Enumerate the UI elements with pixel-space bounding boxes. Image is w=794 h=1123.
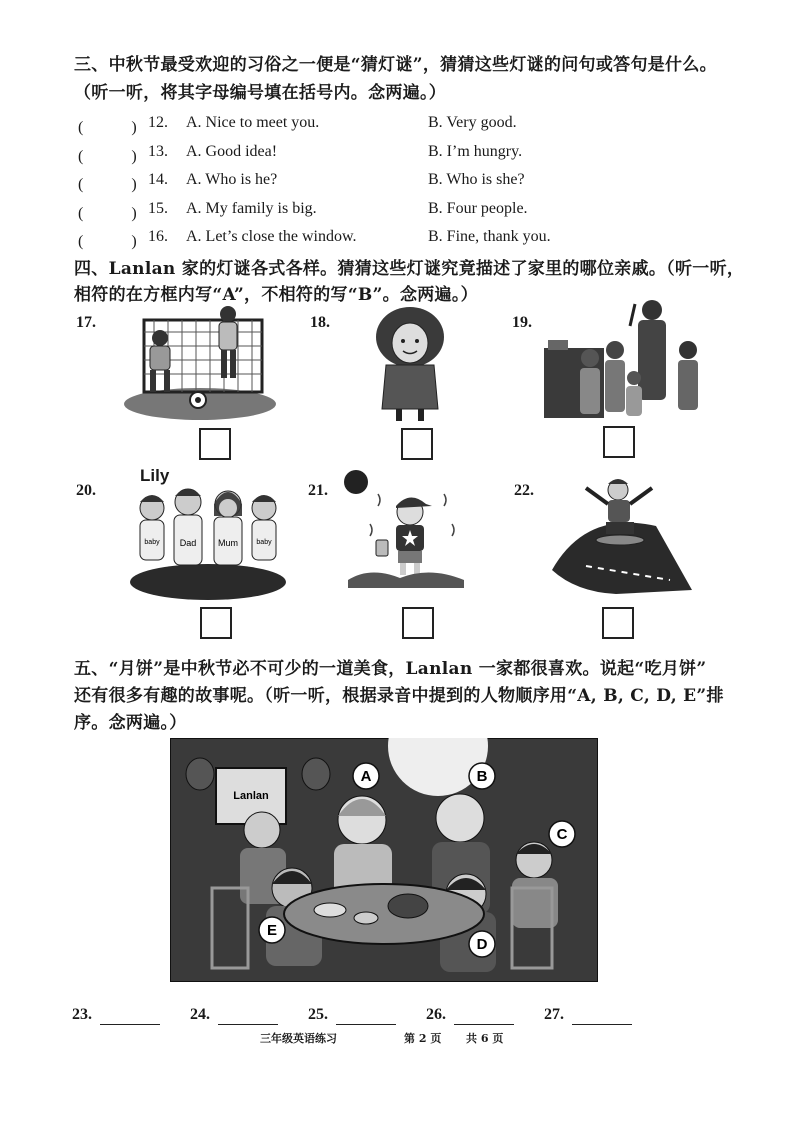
blank-number: 25. (308, 1006, 328, 1023)
family-group-picture (540, 298, 710, 424)
option-b: B. I’m hungry. (428, 142, 523, 160)
answer-bracket[interactable]: ( ) (78, 147, 137, 165)
blank-number: 23. (72, 1006, 92, 1023)
item-17-number: 17. (76, 314, 96, 331)
option-b: B. Who is she? (428, 171, 525, 188)
blank-number: 27. (544, 1006, 564, 1023)
footer-page: 第 2 页 (404, 1032, 442, 1045)
question-row (78, 171, 718, 197)
item-20-number: 20. (76, 482, 96, 499)
answer-box-17[interactable] (199, 428, 231, 460)
answer-blank[interactable] (336, 1004, 396, 1025)
shirt-label-3: Mum (218, 538, 238, 548)
question-number: 16. (148, 228, 168, 245)
question-number: 12. (148, 114, 168, 131)
marker-c: C (556, 826, 568, 843)
answer-bracket[interactable]: ( ) (78, 119, 137, 136)
item-21-number: 21. (308, 482, 328, 499)
blank-number: 26. (426, 1006, 446, 1023)
answer-bracket[interactable]: ( ) (78, 204, 137, 222)
answer-box-19[interactable] (603, 426, 635, 458)
answer-blank[interactable] (454, 1004, 514, 1025)
answer-blank[interactable] (572, 1004, 632, 1025)
hot-day-boy-picture (340, 466, 470, 592)
question-row (78, 200, 718, 226)
mooncake-family-picture (170, 738, 598, 982)
shirt-label-1: baby (144, 539, 160, 546)
section4-title-line1: 四、Lanlan 家的灯谜各式各样。猜猜这些灯谜究竟描述了家里的哪位亲戚。（听一听， (74, 259, 745, 279)
item-22-number: 22. (514, 482, 534, 499)
marker-b: B (476, 768, 488, 785)
section5-title-line2: 还有很多有趣的故事呢。（听一听，根据录音中提到的人物顺序用“A, B, C, D, E”排 (74, 686, 724, 706)
option-b: B. Very good. (428, 114, 517, 131)
question-row (78, 228, 718, 254)
soccer-goal-picture (120, 300, 280, 425)
marker-a: A (360, 768, 372, 785)
option-b: B. Fine, thank you. (428, 228, 551, 245)
answer-bracket[interactable]: ( ) (78, 233, 137, 250)
lanlan-sign: Lanlan (233, 790, 269, 802)
marker-e: E (266, 922, 278, 939)
footer-label: 三年级英语练习 (260, 1032, 337, 1045)
footer-total: 共 6 页 (466, 1032, 504, 1045)
option-a: A. My family is big. (186, 199, 317, 217)
item-19-number: 19. (512, 314, 532, 331)
marker-d: D (476, 936, 488, 953)
answer-box-18[interactable] (401, 428, 433, 460)
option-a: A. Nice to meet you. (186, 114, 320, 131)
family-portrait-picture (128, 486, 288, 602)
curly-hair-woman-picture (372, 305, 450, 425)
section5-title-line1: 五、“月饼”是中秋节必不可少的一道美食，Lanlan 一家都很喜欢。说起“吃月饼” (74, 659, 707, 679)
question-row (78, 114, 718, 140)
shirt-label-4: baby (256, 539, 272, 546)
skateboard-boy-picture (546, 470, 696, 598)
answer-box-20[interactable] (200, 607, 232, 639)
item-18-number: 18. (310, 314, 330, 331)
option-a: A. Who is he? (186, 171, 278, 188)
answer-box-22[interactable] (602, 607, 634, 639)
answer-box-21[interactable] (402, 607, 434, 639)
question-number: 13. (148, 142, 168, 160)
answer-bracket[interactable]: ( ) (78, 176, 137, 193)
section3-title-line2: （听一听，将其字母编号填在括号内。念两遍。） (74, 83, 447, 103)
shirt-label-2: Dad (179, 538, 197, 548)
option-a: A. Let’s close the window. (186, 228, 357, 245)
question-row (78, 143, 718, 169)
question-number: 14. (148, 171, 168, 188)
blank-number: 24. (190, 1006, 210, 1023)
section5-title-line3: 序。念两遍。） (74, 713, 187, 733)
option-b: B. Four people. (428, 199, 528, 217)
section3-title-line1: 三、中秋节最受欢迎的习俗之一便是“猜灯谜”，猜猜这些灯谜的问句或答句是什么。 (74, 55, 717, 75)
answer-blank[interactable] (218, 1004, 278, 1025)
section4-title-line2: 相符的在方框内写“A”，不相符的写“B”。念两遍。） (74, 285, 478, 305)
answer-blank[interactable] (100, 1004, 160, 1025)
lily-caption: Lily (140, 466, 170, 485)
option-a: A. Good idea! (186, 142, 278, 160)
question-number: 15. (148, 199, 168, 217)
